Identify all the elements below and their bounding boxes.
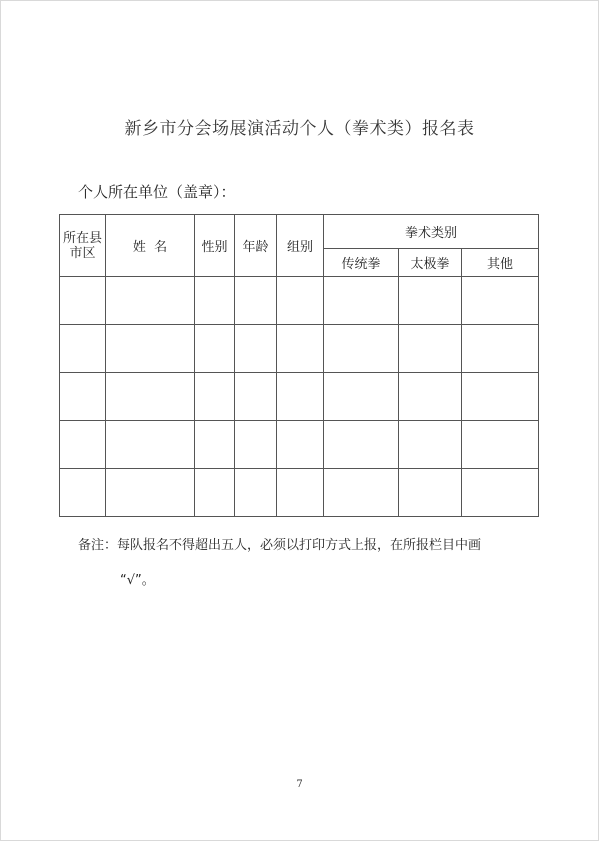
header-category: 拳术类别 [324, 215, 539, 249]
table-cell[interactable] [399, 469, 462, 517]
header-name: 姓 名 [106, 215, 195, 277]
table-cell[interactable] [106, 421, 195, 469]
table-cell[interactable] [462, 277, 539, 325]
table-cell[interactable] [235, 469, 277, 517]
table-cell[interactable] [106, 277, 195, 325]
header-county-line2: 市区 [69, 245, 96, 261]
table-cell[interactable] [324, 469, 399, 517]
table-cell[interactable] [106, 373, 195, 421]
table-cell[interactable] [324, 277, 399, 325]
table-cell[interactable] [235, 373, 277, 421]
registration-table [59, 214, 539, 517]
table-cell[interactable] [462, 421, 539, 469]
header-county-line1: 所在县 [62, 230, 102, 246]
footnote-line2: “√”。 [120, 573, 155, 588]
header-other: 其他 [462, 249, 539, 277]
table-cell[interactable] [60, 421, 106, 469]
table-cell[interactable] [60, 373, 106, 421]
table-cell[interactable] [277, 325, 324, 373]
table-cell[interactable] [324, 421, 399, 469]
table-row [60, 373, 539, 421]
table-cell[interactable] [277, 373, 324, 421]
table-cell[interactable] [462, 325, 539, 373]
document-title: 新乡市分会场展演活动个人（拳术类）报名表 [124, 119, 475, 139]
header-group: 组别 [277, 215, 324, 277]
table-cell[interactable] [462, 373, 539, 421]
table-cell[interactable] [195, 421, 235, 469]
table-cell[interactable] [235, 277, 277, 325]
header-age: 年龄 [235, 215, 277, 277]
header-county [60, 215, 106, 277]
table-cell[interactable] [235, 421, 277, 469]
header-row-1 [60, 215, 539, 249]
table-row [60, 277, 539, 325]
table-row [60, 469, 539, 517]
footnote-line1: 备注：每队报名不得超出五人，必须以打印方式上报，在所报栏目中画 [78, 538, 482, 553]
header-taiji: 太极拳 [399, 249, 462, 277]
table-cell[interactable] [106, 469, 195, 517]
table-cell[interactable] [462, 469, 539, 517]
header-gender: 性别 [195, 215, 235, 277]
table-row [60, 421, 539, 469]
table-cell[interactable] [195, 277, 235, 325]
table-cell[interactable] [399, 421, 462, 469]
table-cell[interactable] [324, 373, 399, 421]
table-cell[interactable] [195, 325, 235, 373]
table-cell[interactable] [277, 469, 324, 517]
table-cell[interactable] [235, 325, 277, 373]
table-cell[interactable] [106, 325, 195, 373]
table-cell[interactable] [60, 469, 106, 517]
table-cell[interactable] [60, 325, 106, 373]
page-number: 7 [296, 779, 303, 790]
header-traditional: 传统拳 [324, 249, 399, 277]
table-cell[interactable] [195, 469, 235, 517]
table-cell[interactable] [277, 421, 324, 469]
unit-stamp-label: 个人所在单位（盖章）： [78, 183, 236, 201]
table-cell[interactable] [60, 277, 106, 325]
table-cell[interactable] [399, 325, 462, 373]
table-cell[interactable] [399, 373, 462, 421]
table-cell[interactable] [277, 277, 324, 325]
table-row [60, 325, 539, 373]
table-cell[interactable] [399, 277, 462, 325]
table-cell[interactable] [324, 325, 399, 373]
table-cell[interactable] [195, 373, 235, 421]
